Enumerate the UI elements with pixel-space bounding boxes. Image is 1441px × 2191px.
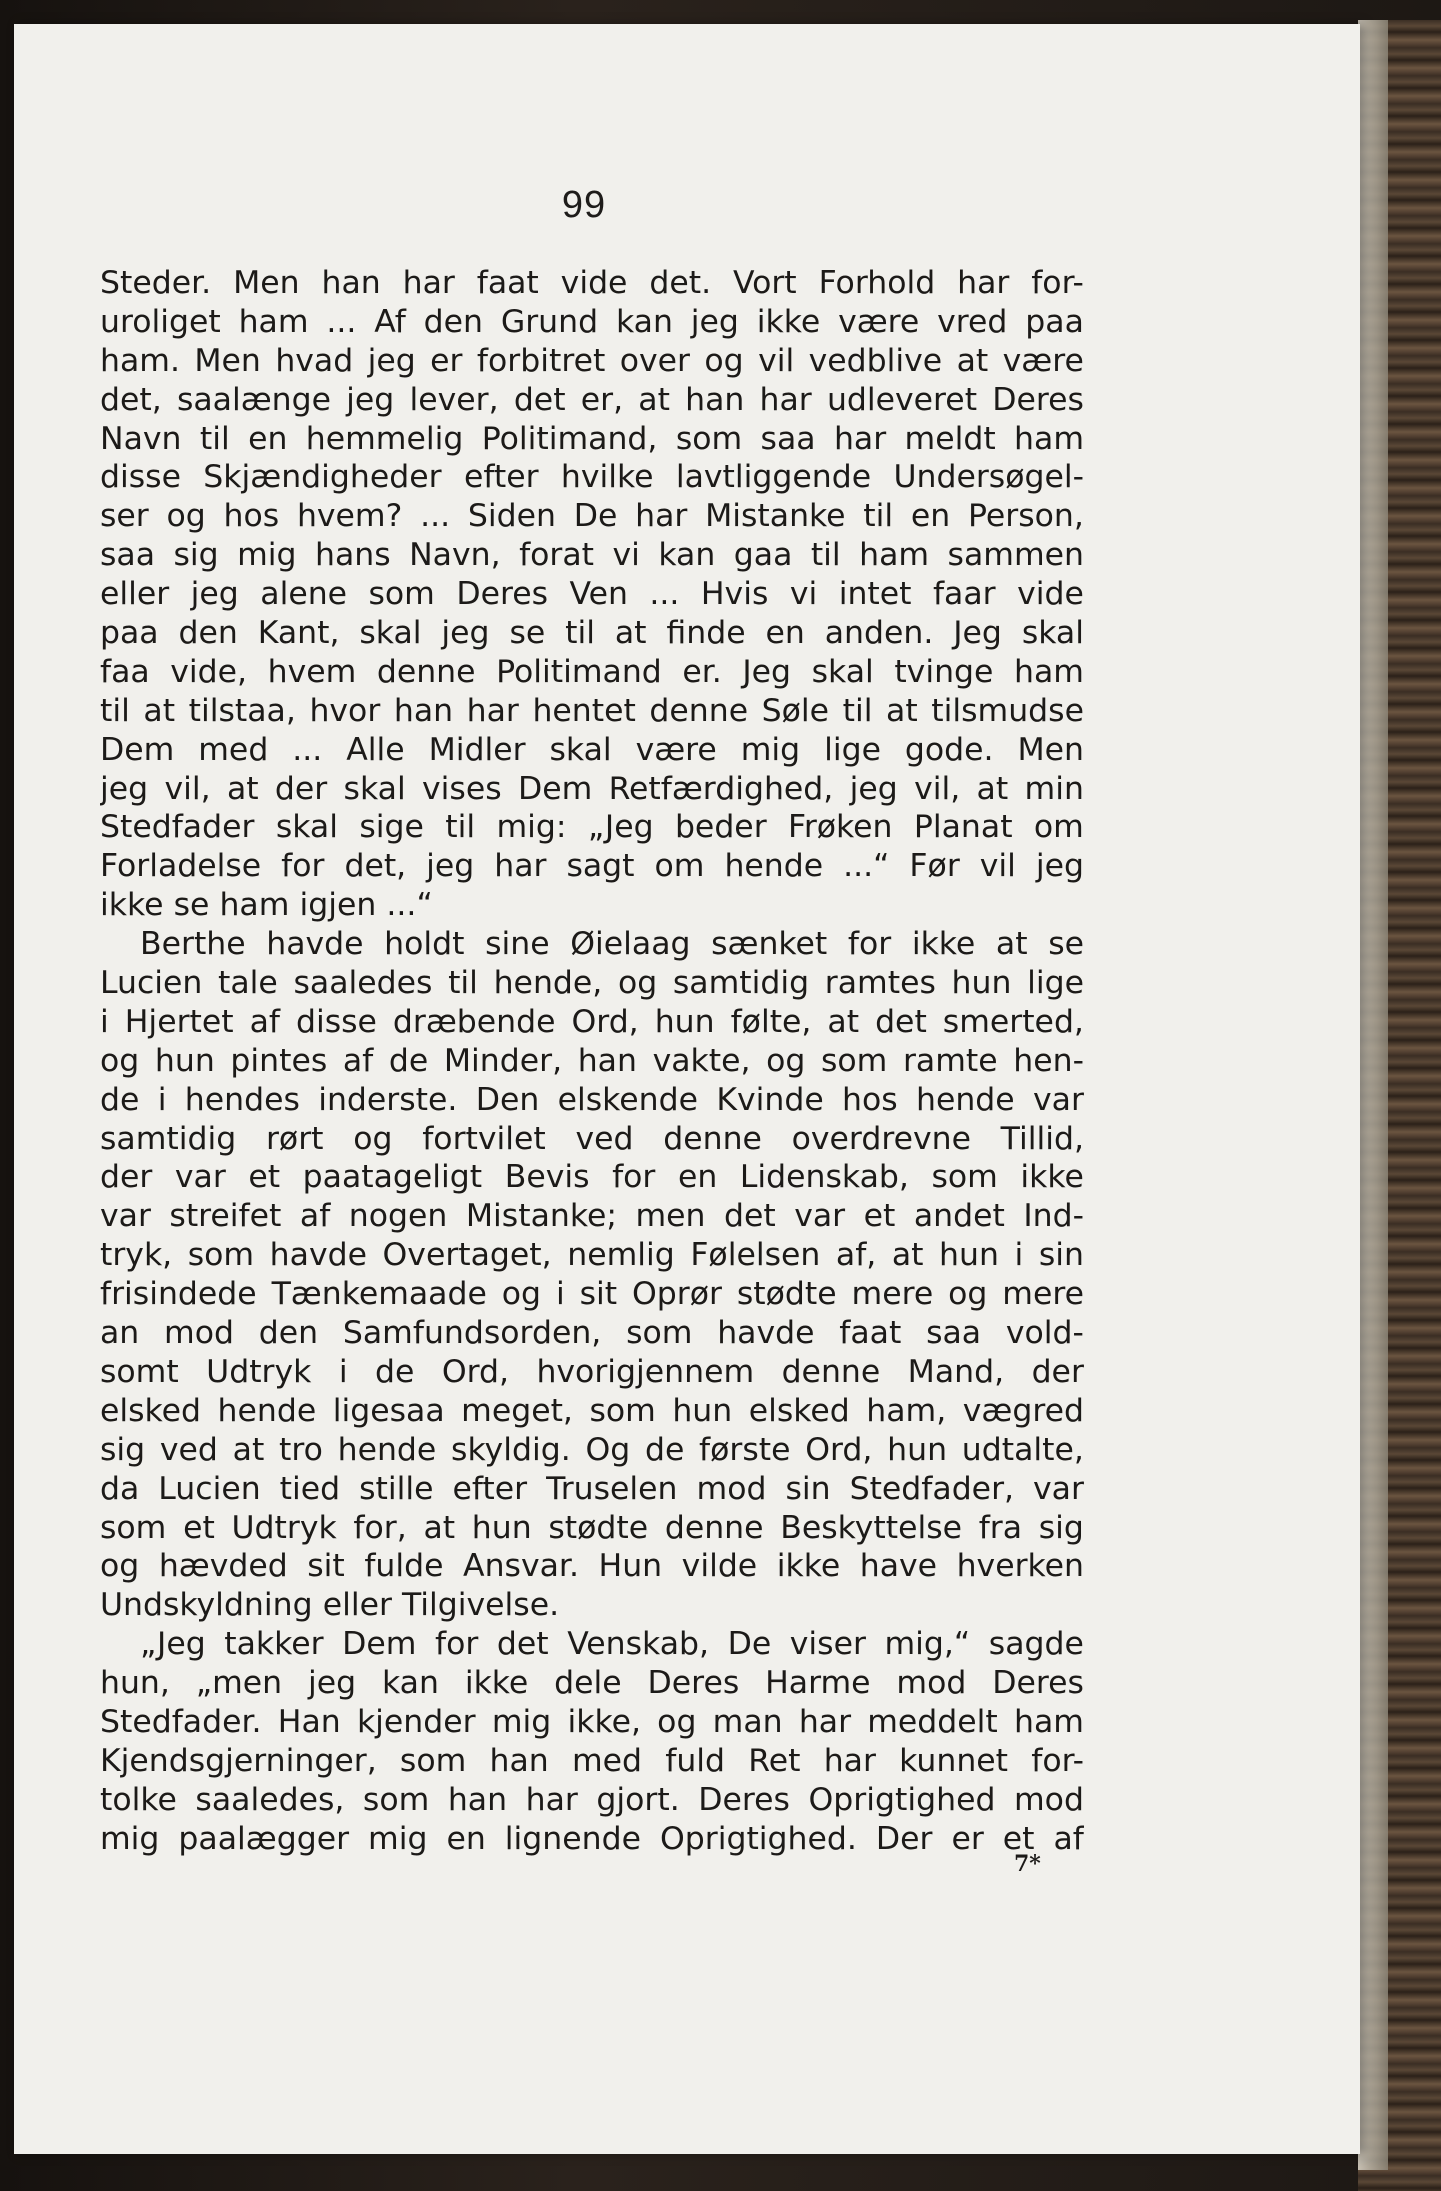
text-line: og hun pintes af de Minder, han vakte, og som ramte hen- xyxy=(100,1042,1084,1079)
text-line: tryk, som havde Overtaget, nemlig Følelsen af, at hun i sin xyxy=(100,1237,1084,1274)
body-text xyxy=(100,264,1084,1859)
text-line: faa vide, hvem denne Politimand er. Jeg skal tvinge ham xyxy=(100,653,1084,690)
text-line: „Jeg takker Dem for det Venskab, De viser mig,“ sagde xyxy=(140,1626,1084,1663)
text-line: hun, „men jeg kan ikke dele Deres Harme mod Deres xyxy=(100,1665,1084,1702)
text-line: Berthe havde holdt sine Øielaag sænket for ikke at se xyxy=(140,926,1084,963)
text-line: Navn til en hemmelig Politimand, som saa har meldt ham xyxy=(100,420,1084,457)
text-line: sig ved at tro hende skyldig. Og de første Ord, hun udtalte, xyxy=(100,1431,1084,1468)
text-line: Dem med ... Alle Midler skal være mig lige gode. Men xyxy=(100,731,1084,768)
text-line: Forladelse for det, jeg har sagt om hende ...“ Før vil jeg xyxy=(100,848,1084,885)
text-line: i Hjertet af disse dræbende Ord, hun følte, at det smerted, xyxy=(100,1003,1084,1040)
text-line: tolke saaledes, som han har gjort. Deres Oprigtighed mod xyxy=(100,1781,1084,1818)
text-line: elsked hende ligesaa meget, som hun elsked ham, vægred xyxy=(100,1392,1084,1429)
text-line: var streifet af nogen Mistanke; men det var et andet Ind- xyxy=(100,1198,1084,1235)
text-line: da Lucien tied stille efter Truselen mod sin Stedfader, var xyxy=(100,1470,1084,1507)
text-line: Kjendsgjerninger, som han med fuld Ret har kunnet for- xyxy=(100,1742,1084,1779)
text-line: ser og hos hvem? ... Siden De har Mistanke til en Person, xyxy=(100,498,1084,535)
page-stack-edge xyxy=(1358,20,1388,2170)
text-line: Steder. Men han har faat vide det. Vort Forhold har for- xyxy=(100,265,1084,301)
text-line: disse Skjændigheder efter hvilke lavtliggende Undersøgel- xyxy=(100,459,1084,496)
text-line: de i hendes inderste. Den elskende Kvinde hos hende var xyxy=(100,1081,1084,1118)
text-line: Stedfader. Han kjender mig ikke, og man har meddelt ham xyxy=(100,1703,1084,1740)
text-line: uroliget ham ... Af den Grund kan jeg ikke være vred paa xyxy=(100,303,1084,340)
signature-mark: 7* xyxy=(1014,1851,1041,1877)
text-line: Lucien tale saaledes til hende, og samtidig ramtes hun lige xyxy=(100,965,1084,1002)
text-line: og hævded sit fulde Ansvar. Hun vilde ikke have hverken xyxy=(100,1548,1084,1585)
text-line: mig paalægger mig en lignende Oprigtighed. Der er et af xyxy=(100,1820,1084,1857)
text-line: paa den Kant, skal jeg se til at finde en anden. Jeg skal xyxy=(100,615,1084,652)
text-line: frisindede Tænkemaade og i sit Oprør stødte mere og mere xyxy=(100,1276,1084,1313)
text-line: ikke se ham igjen ...“ xyxy=(100,887,433,924)
text-line: an mod den Samfundsorden, som havde faat saa vold- xyxy=(100,1315,1084,1352)
text-line: jeg vil, at der skal vises Dem Retfærdighed, jeg vil, at min xyxy=(100,770,1084,807)
text-line: ham. Men hvad jeg er forbitret over og vil vedblive at være xyxy=(100,342,1084,379)
text-line: det, saalænge jeg lever, det er, at han har udleveret Deres xyxy=(100,381,1084,418)
text-line: der var et paatageligt Bevis for en Lidenskab, som ikke xyxy=(100,1159,1084,1196)
text-line: somt Udtryk i de Ord, hvorigjennem denne Mand, der xyxy=(100,1353,1084,1390)
text-line: Stedfader skal sige til mig: „Jeg beder Frøken Planat om xyxy=(100,809,1084,846)
text-line: eller jeg alene som Deres Ven ... Hvis vi intet faar vide xyxy=(100,576,1084,613)
text-line: samtidig rørt og fortvilet ved denne overdrevne Tillid, xyxy=(100,1120,1084,1157)
text-line: saa sig mig hans Navn, forat vi kan gaa til ham sammen xyxy=(100,537,1084,574)
page-number: 99 xyxy=(561,184,607,226)
text-line: til at tilstaa, hvor han har hentet denne Søle til at tilsmudse xyxy=(100,692,1084,729)
text-line: som et Udtryk for, at hun stødte denne Beskyttelse fra sig xyxy=(100,1509,1084,1546)
book-page xyxy=(14,24,1360,2154)
text-line: Undskyldning eller Tilgivelse. xyxy=(100,1587,560,1624)
